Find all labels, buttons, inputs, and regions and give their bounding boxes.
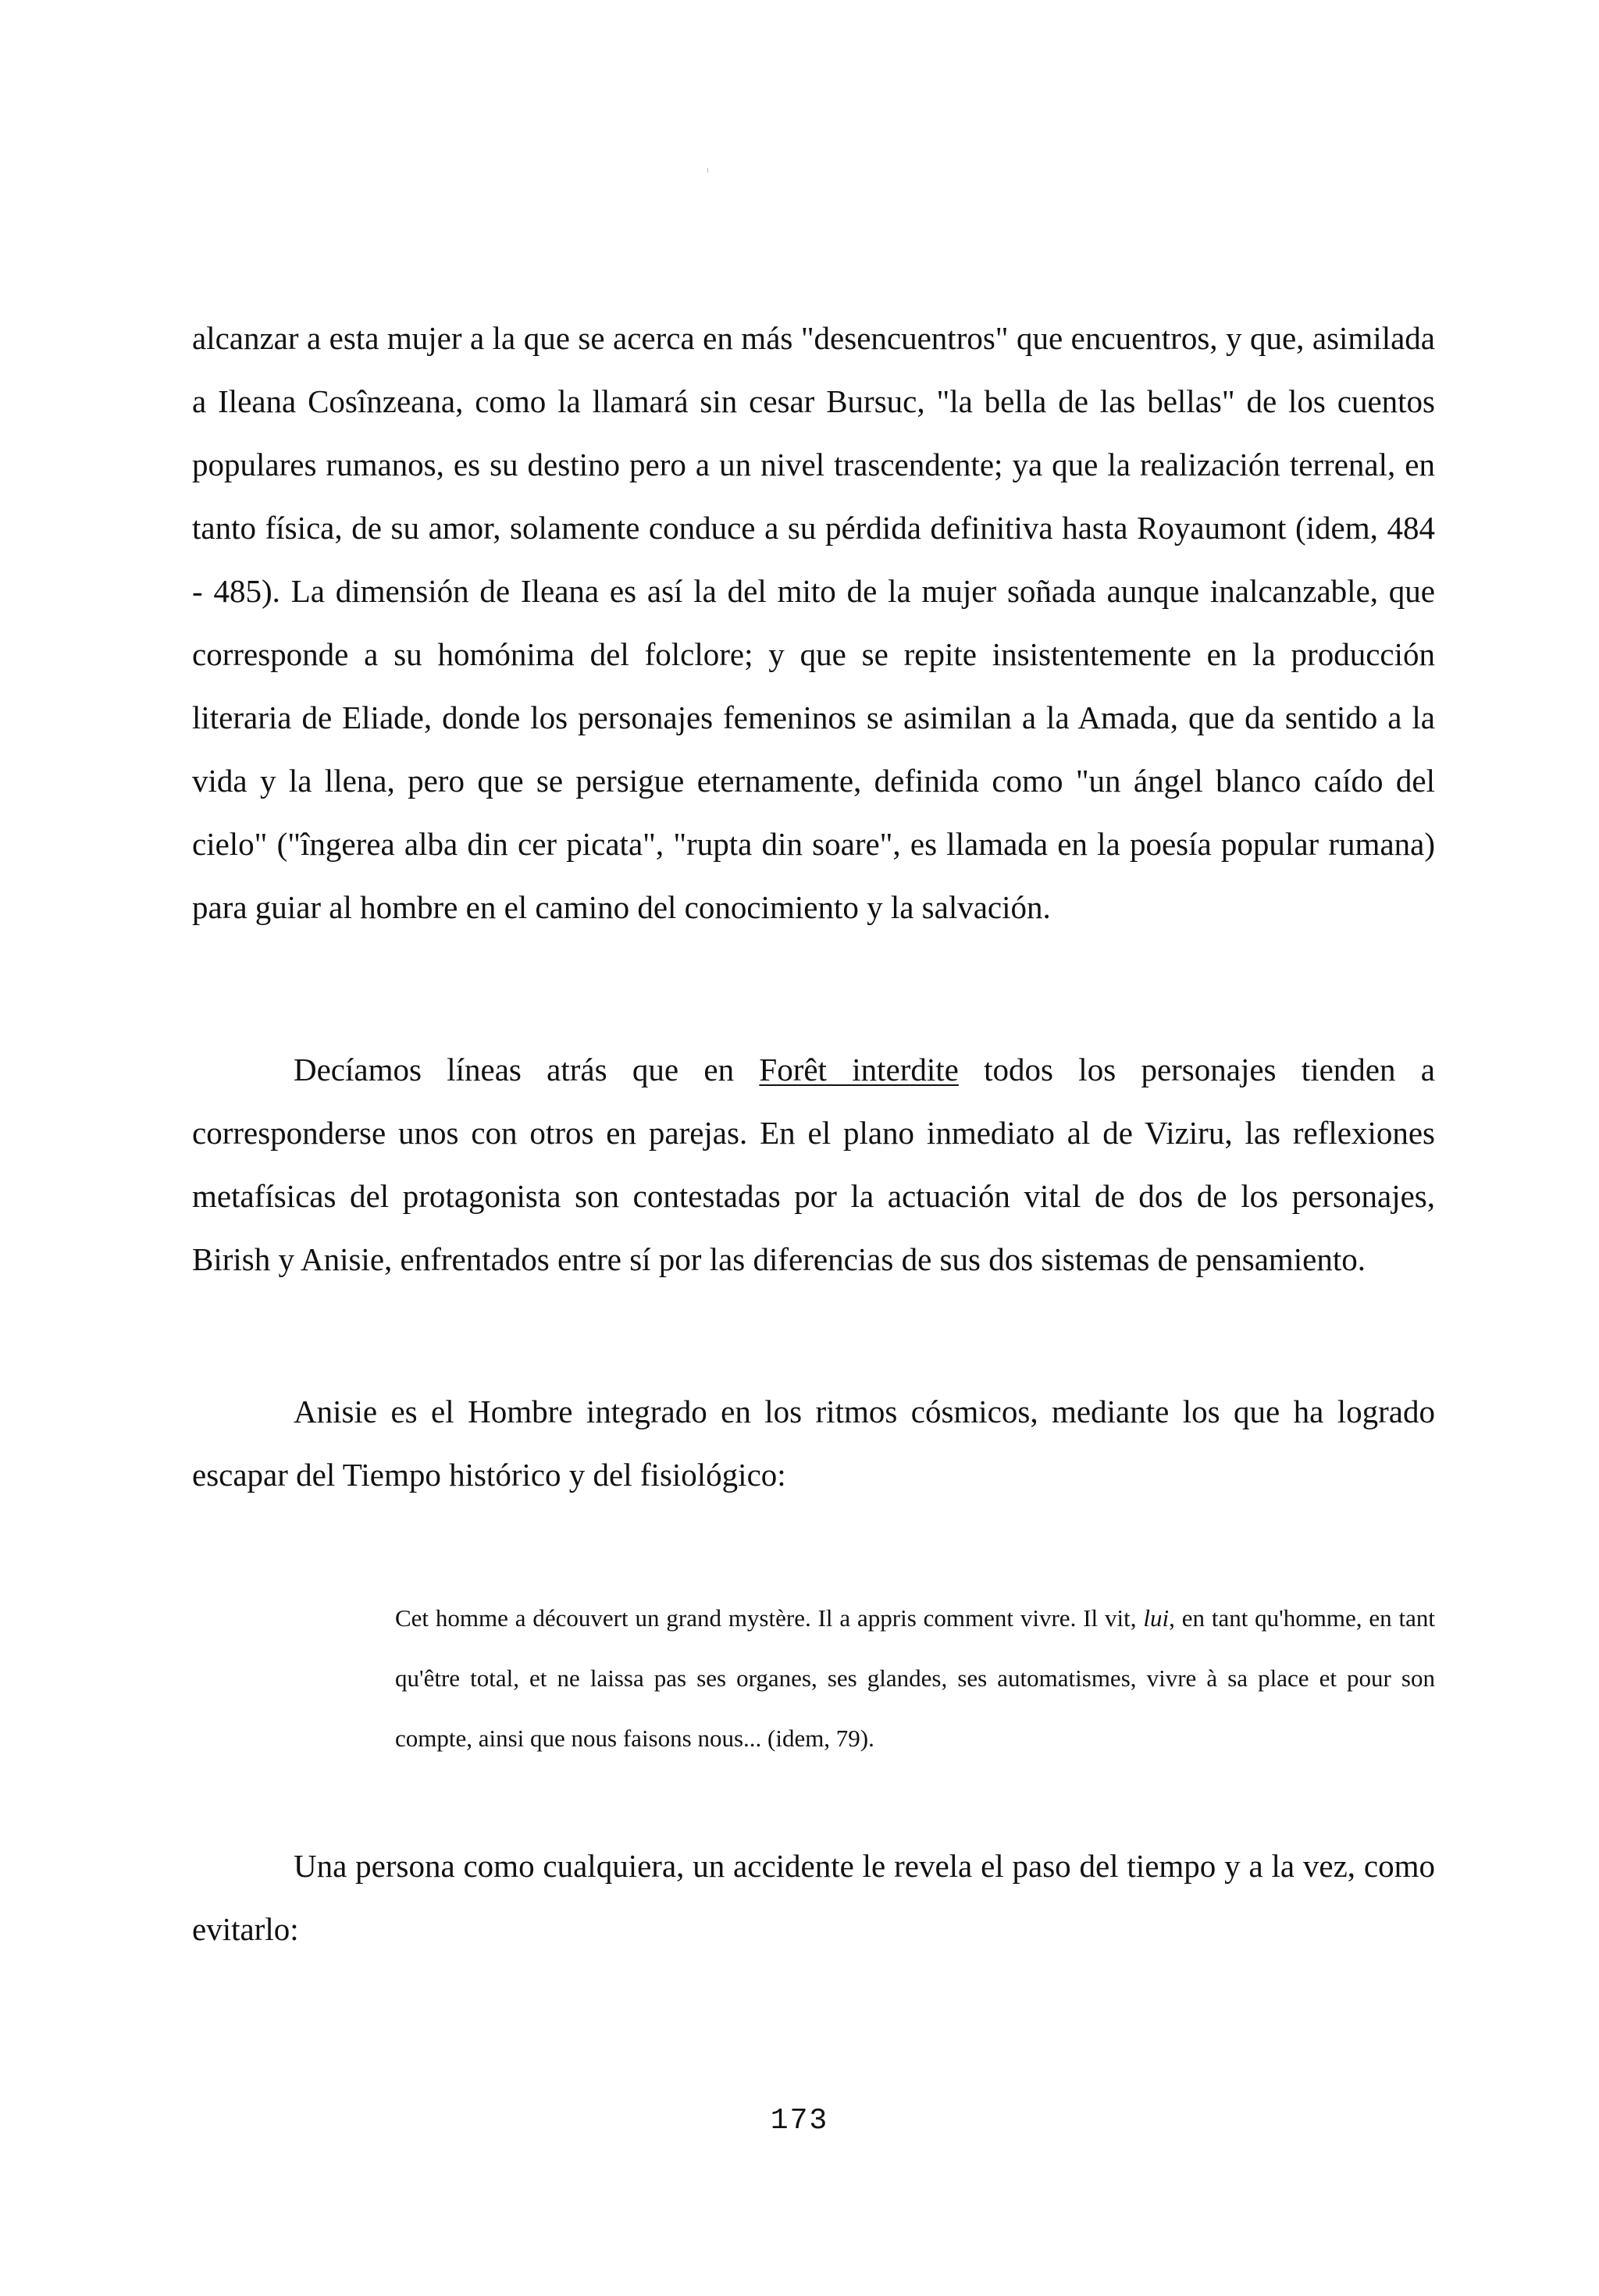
scan-speck — [707, 168, 708, 173]
block-quote — [395, 1588, 1435, 1768]
page-number: 173 — [770, 2104, 829, 2138]
book-title-foret-interdite: Forêt interdite — [759, 1052, 959, 1087]
body-paragraph-4: Una persona como cualquiera, un accidente le revela el paso del tiempo y a la vez, como evitarlo: — [192, 1848, 1435, 1947]
quote-text-start: Cet homme a découvert un grand mystère. Il a appris comment vivre. Il vit, — [395, 1604, 1144, 1632]
body-paragraph-1: alcanzar a esta mujer a la que se acerca en más "desencuentros" que encuentros, y que, asimilada a Ileana Cosînzeana, como la llamará sin cesar Bursuc, "la bella de las bellas" de los cuentos populares rumanos, es su destino pero a un nivel trascendente; ya que la realización terrenal, en tanto física, de su amor, solamente conduce a su pérdida definitiva hasta Royaumont (idem, 484 - 485). La dimensión de Ileana es así la del mito de la mujer soñada aunque inalcanzable, que corresponde a su homónima del folclore; y que se repite insistentemente en la producción literaria de Eliade, donde los personajes femeninos se asimilan a la Amada, que da sentido a la vida y la llena, pero que se persigue eternamente, definida como "un ángel blanco caído del cielo" ("îngerea alba din cer picata", "rupta din soare", es llamada en la poesía popular rumana) para guiar al hombre en el camino del conocimiento y la salvación. — [192, 320, 1435, 925]
paragraph-2-text-start: Decíamos líneas atrás que en — [294, 1052, 760, 1087]
quote-text-end: , en tant qu'homme, en tant qu'être total, et ne laissa pas ses organes, ses glandes, ses automatismes, vivre à sa place et pour son compte, ainsi que nous faisons nous... (idem, 79). — [395, 1604, 1435, 1752]
paragraph-2-text-end: todos los personajes tienden a corresponderse unos con otros en parejas. En el plano inmediato al de Viziru, las reflexiones metafísicas del protagonista son contestadas por la actuación vital de dos de los personajes, Birish y Anisie, enfrentados entre sí por las diferencias de sus dos sistemas de pensamiento. — [192, 1052, 1435, 1277]
body-paragraph-2 — [192, 1038, 1435, 1291]
quote-emphasis: lui — [1143, 1604, 1170, 1632]
body-paragraph-3: Anisie es el Hombre integrado en los ritmos cósmicos, mediante los que ha logrado escapar del Tiempo histórico y del fisiológico: — [192, 1394, 1435, 1493]
